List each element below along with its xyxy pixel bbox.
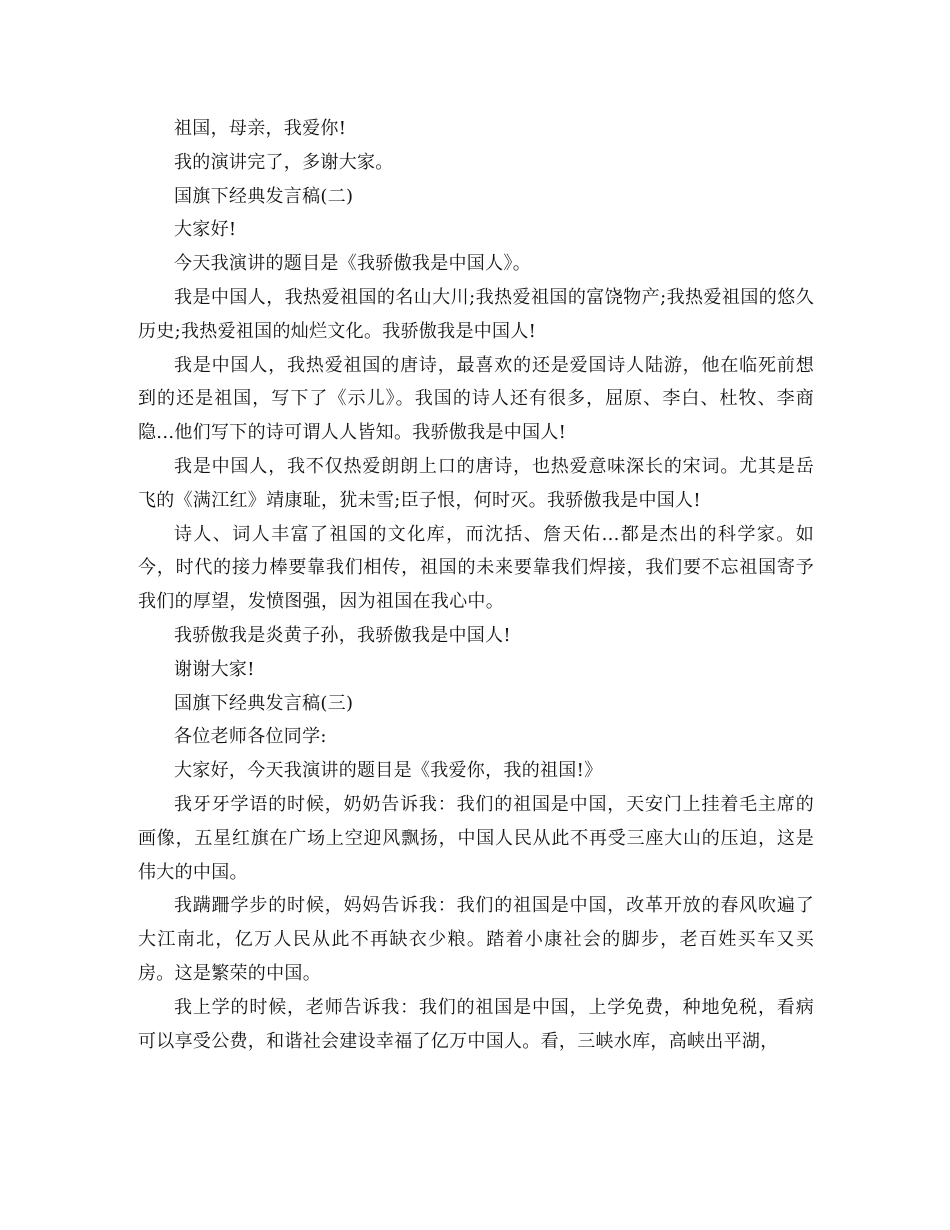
paragraph-10: 谢谢大家! bbox=[174, 658, 255, 680]
paragraph-14: 我蹒跚学步的时候，妈妈告诉我：我们的祖国是中国，改革开放的春风吹遍了大江南北，亿万人民从此不再缺衣少粮。踏着小康社会的脚步，老百姓买车又买房。这是繁荣的中国。 bbox=[138, 895, 814, 984]
paragraph-9: 我骄傲我是炎黄子孙，我骄傲我是中国人! bbox=[174, 624, 511, 646]
paragraph-7: 我是中国人，我不仅热爱朗朗上口的唐诗，也热爱意味深长的宋词。尤其是岳飞的《满江红》靖康耻，犹未雪;臣子恨，何时灭。我骄傲我是中国人! bbox=[138, 455, 814, 511]
paragraph-5: 我是中国人，我热爱祖国的名山大川;我热爱祖国的富饶物产;我热爱祖国的悠久历史;我热爱祖国的灿烂文化。我骄傲我是中国人! bbox=[138, 286, 814, 342]
paragraph-6: 我是中国人，我热爱祖国的唐诗，最喜欢的还是爱国诗人陆游，他在临死前想到的还是祖国，写下了《示儿》。我国的诗人还有很多，屈原、李白、杜牧、李商隐...他们写下的诗可谓人人皆知。我骄傲我是中国人! bbox=[138, 354, 814, 444]
paragraph-4: 今天我演讲的题目是《我骄傲我是中国人》。 bbox=[174, 253, 531, 275]
paragraph-3: 大家好! bbox=[174, 219, 237, 241]
paragraph-11: 各位老师各位同学: bbox=[174, 726, 327, 748]
paragraph-15: 我上学的时候，老师告诉我：我们的祖国是中国，上学免费，种地免税，看病可以享受公费，和谐社会建设幸福了亿万中国人。看，三峡水库，高峡出平湖， bbox=[138, 996, 814, 1052]
paragraph-1: 祖国，母亲，我爱你! bbox=[174, 118, 347, 139]
section-heading-2: 国旗下经典发言稿(二) bbox=[174, 185, 354, 207]
paragraph-8: 诗人、词人丰富了祖国的文化库，而沈括、詹天佑...都是杰出的科学家。如今，时代的接力棒要靠我们相传，祖国的未来要靠我们焊接，我们要不忘祖国寄予我们的厚望，发愤图强，因为祖国在我心中。 bbox=[138, 523, 814, 613]
paragraph-2: 我的演讲完了，多谢大家。 bbox=[174, 151, 394, 173]
document-page bbox=[138, 112, 814, 1058]
paragraph-13: 我牙牙学语的时候，奶奶告诉我：我们的祖国是中国，天安门上挂着毛主席的画像，五星红旗在广场上空迎风飘扬，中国人民从此不再受三座大山的压迫，这是伟大的中国。 bbox=[138, 793, 814, 883]
paragraph-12: 大家好，今天我演讲的题目是《我爱你，我的祖国!》 bbox=[174, 760, 603, 782]
section-heading-3: 国旗下经典发言稿(三) bbox=[174, 692, 354, 714]
